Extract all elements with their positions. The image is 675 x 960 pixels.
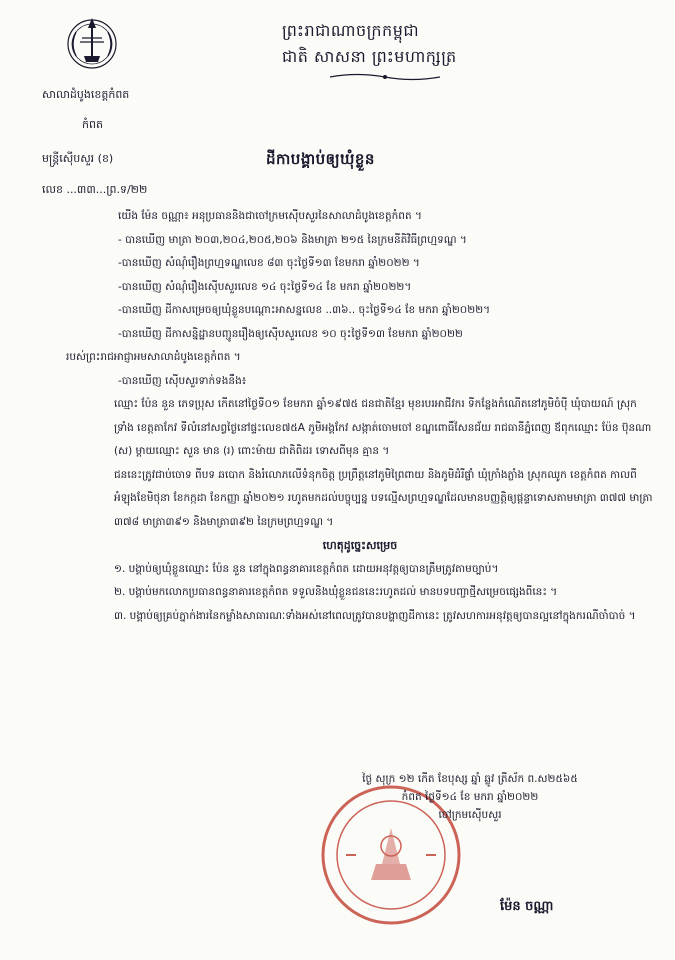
signature-block	[300, 770, 640, 824]
decision-heading: ហេតុដូច្នេះសម្រេច	[322, 539, 398, 552]
considering-line: - បានឃើញ មាត្រា ២០៣,២០៤,២០៥,២០៦ និងមាត្រា ២១៥ នៃក្រមនីតិវិធីព្រហ្មទណ្ឌ ។	[118, 233, 467, 246]
considering-line: -បានឃើញ សំណុំរឿងព្រហ្មទណ្ឌលេខ ៨៣ ចុះថ្ងៃទី១៣ ខែមករា ឆ្នាំ២០២២ ។	[118, 257, 420, 269]
national-motto: ជាតិ សាសនា ព្រះមហាក្សត្រ	[282, 47, 457, 66]
signer-name: ម៉ែន ចណ្ណា	[500, 899, 554, 914]
decision-item: ២. បង្គាប់មកលោកប្រធានពន្ធនាគារខេត្តកំពត ទទួលនិងឃុំខ្លួនជននេះរហូតដល់ មានបទបញ្ជាថ្មីសម្រេចផ្សេងពីនេះ ។	[114, 586, 558, 598]
considering-continuation: របស់ព្រះរាជអាជ្ញាអមសាលាដំបូងខេត្តកំពត ។	[66, 351, 241, 363]
document-body	[66, 205, 654, 628]
reference-number: លេខ ...៣៣...ព្រ.ទ/២២	[42, 183, 148, 196]
signer-role: ចៅក្រមស៊ើបសួរ	[438, 809, 502, 821]
considering-line: -បានឃើញ ដីកាសម្រេចឲ្យឃុំខ្លួនបណ្តោះអាសន្នលេខ ..៣៦.. ចុះថ្ងៃទី១៤ ខែ មករា ឆ្នាំ២០២២។	[118, 304, 491, 316]
decision-item: ៣. បង្គាប់ឲ្យគ្រប់ភ្នាក់ងារនៃកម្លាំងសាធារណៈទាំងអស់នៅពេលត្រូវបានបង្ហាញដីកានេះ ត្រូវសហការអនុវត្តឲ្យបានល្អនៅក្នុងករណីចាំបាច់ ។	[114, 609, 636, 622]
considering-line: -បានឃើញ ស៊ើបសួរទាក់ទងនឹង៖	[118, 374, 247, 387]
intro-line: យើង ម៉ែន ចណ្ណា៖ អនុប្រធាន​និង​ជា​ចៅក្រម​ស៊ើបសួរ​នៃ​សាលាដំបូង​ខេត្តកំពត ។	[118, 210, 422, 222]
court-emblem-icon	[62, 12, 122, 72]
considering-line: -បានឃើញ សំណុំរឿងស៊ើបសួរលេខ ១៤ ចុះថ្ងៃទី១៤ ខែ មករា ឆ្នាំ២០២២។	[118, 280, 412, 293]
charge-details: ជននេះត្រូវជាប់ចោទ ពីបទ ឆបោក និងរំលោភលើទំនុកចិត្ត ប្រព្រឹត្តនៅភូមិព្រៃពាយ និងភូមិដំរីផ្លាំ ឃុំក្រាំងភ្លាំង ស្រុកឈូក ខេត្តកំពត កាលពីអំឡុងខែមិថុនា ខែកក្កដា ខែកញ្ញា ឆ្នាំ២០២១ រហូតមកដល់បច្ចុប្បន្ន បទល្មើសព្រហ្មទណ្ឌដែលមានបញ្ញត្តិឲ្យផ្តន្ទាទោសតាមមាត្រា ៣៧៧ មាត្រា ៣៧៨ មាត្រា៣៩១ និងមាត្រា៣៩២ នៃក្រមព្រហ្មទណ្ឌ ។	[114, 468, 653, 528]
ornament-divider-icon	[330, 72, 440, 82]
accused-details: ឈ្មោះ ប៉ែន នួន ភេទប្រុស កើតនៅថ្ងៃទី០១ ខែមករា ឆ្នាំ១៩៧៥ ជនជាតិខ្មែរ មុខរបរអាជីវករ ទីកន្លែងកំណើតនៅភូមិចំប៉ី ឃុំបាយណ៍ ស្រុកទ្រាំង ខេត្តតាកែវ ទីលំនៅសព្វថ្ងៃនៅផ្ទះលេខ៧៥A ភូមិអង្គកែវ សង្កាត់ចោមចៅ ខណ្ឌពោធិ៍សែនជ័យ រាជធានីភ្នំពេញ ឪពុកឈ្មោះ ប៉ែន ប៊ុនណា (ស) ម្តាយឈ្មោះ សួន មាន (រ) ពោះម៉ាយ ជាតិពិដរ ទោសពីមុន គ្មាន ។	[114, 398, 652, 457]
judge-office: មន្ត្រីស៊ើបសួរ (ខ)	[42, 152, 114, 165]
solar-date: កំពត ថ្ងៃទី១៤ ខែ មករា ឆ្នាំ២០២២	[401, 791, 539, 803]
document-title: ដីកាបង្គាប់ឲ្យឃុំខ្លួន	[266, 150, 375, 168]
kingdom-heading: ព្រះរាជាណាចក្រកម្ពុជា	[282, 21, 420, 40]
considering-line: -បានឃើញ ដីកាសន្និដ្ឋានបញ្ជូនរឿងឲ្យស៊ើបសួរលេខ ១០ ចុះថ្ងៃទី១៣ ខែមករា ឆ្នាំ២០២២	[118, 327, 463, 340]
lunar-date: ថ្ងៃ សុក្រ ១២ កើត ខែបុស្ស ឆ្នាំ ឆ្លូវ ត្រីស័ក ព.ស២៥៦៥	[362, 773, 578, 785]
court-code: កំពត	[82, 118, 103, 131]
court-name: សាលាដំបូងខេត្តកំពត	[42, 88, 130, 101]
decision-item: ១. បង្គាប់ឲ្យឃុំខ្លួនឈ្មោះ ប៉ែន នួន នៅក្នុងពន្ធនាគារខេត្តកំពត ដោយអនុវត្តឲ្យបានត្រឹមត្រូវតាមច្បាប់។	[114, 562, 499, 575]
